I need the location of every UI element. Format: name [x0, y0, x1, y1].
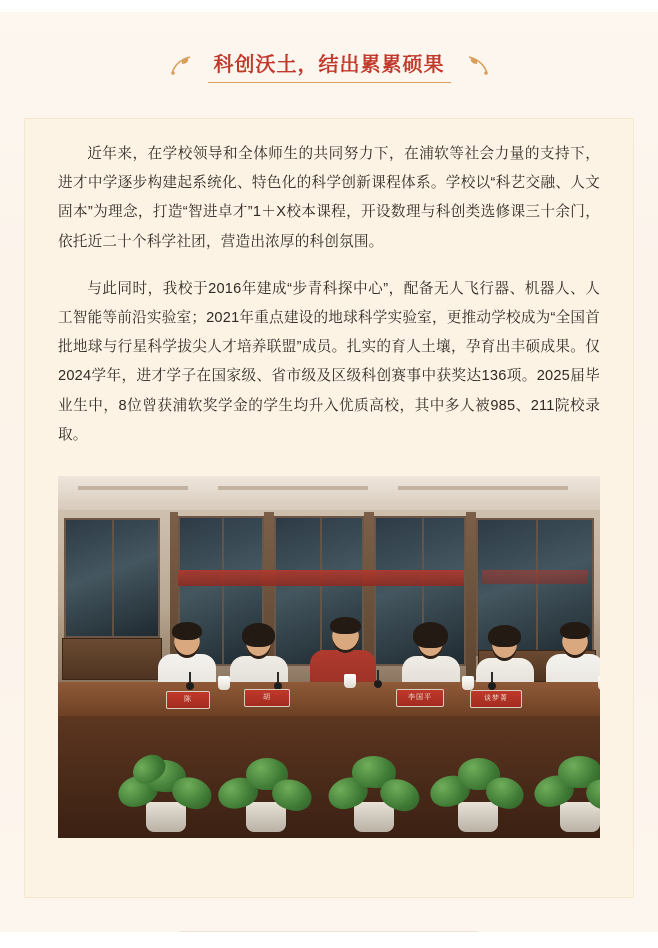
article-photo: [58, 476, 600, 838]
microphone-3: [374, 680, 382, 688]
cup-3: [462, 676, 474, 690]
plant-1: [116, 724, 214, 832]
top-white-strip: [0, 0, 658, 12]
leaf-flourish-icon-left: [168, 53, 194, 79]
bottom-white-strip: [0, 932, 658, 948]
page-title: 科创沃土，结出累累硕果: [208, 48, 451, 83]
plant-3: [326, 726, 422, 832]
microphone-4: [488, 682, 496, 690]
leaf-flourish-icon-right: [465, 53, 491, 79]
content-card: [24, 118, 634, 898]
plant-5: [532, 724, 600, 832]
nameplate-2: 胡: [244, 689, 290, 707]
cup-2: [344, 674, 356, 688]
plant-2: [218, 726, 314, 832]
article-heading: [0, 48, 658, 83]
cup-4: [598, 676, 600, 690]
paragraph-1: 近年来，在学校领导和全体师生的共同努力下，在浦软等社会力量的支持下，进才中学逐步构建起系统化、特色化的科学创新课程体系。学校以“科艺交融、人文固本”为理念，打造“智进卓才”1＋X校本课程，开设数理与科创类选修课三十余门，依托近二十个科学社团，营造出浓厚的科创氛围。: [58, 146, 600, 250]
nameplate-3: 李国平: [396, 689, 444, 707]
photo-ceiling: [58, 476, 600, 510]
microphone-1: [186, 682, 194, 690]
cup-1: [218, 676, 230, 690]
article-body: [58, 140, 600, 468]
plant-4: [430, 726, 526, 832]
nameplate-1: 陈: [166, 691, 210, 709]
meeting-room-photo: [58, 476, 600, 838]
nameplate-4: 谈梦菁: [470, 690, 522, 708]
paragraph-2: 与此同时，我校于2016年建成“步青科探中心”，配备无人飞行器、机器人、人工智能等前沿实验室；2021年重点建设的地球科学实验室，更推动学校成为“全国首批地球与行星科学拔尖人才培养联盟”成员。扎实的育人土壤，孕育出丰硕成果。仅2024学年，进才学子在国家级、省市级及区级科创赛事中获奖达136项。2025届毕业生中，8位曾获浦软奖学金的学生均升入优质高校，其中多人被985、211院校录取。: [58, 280, 600, 443]
